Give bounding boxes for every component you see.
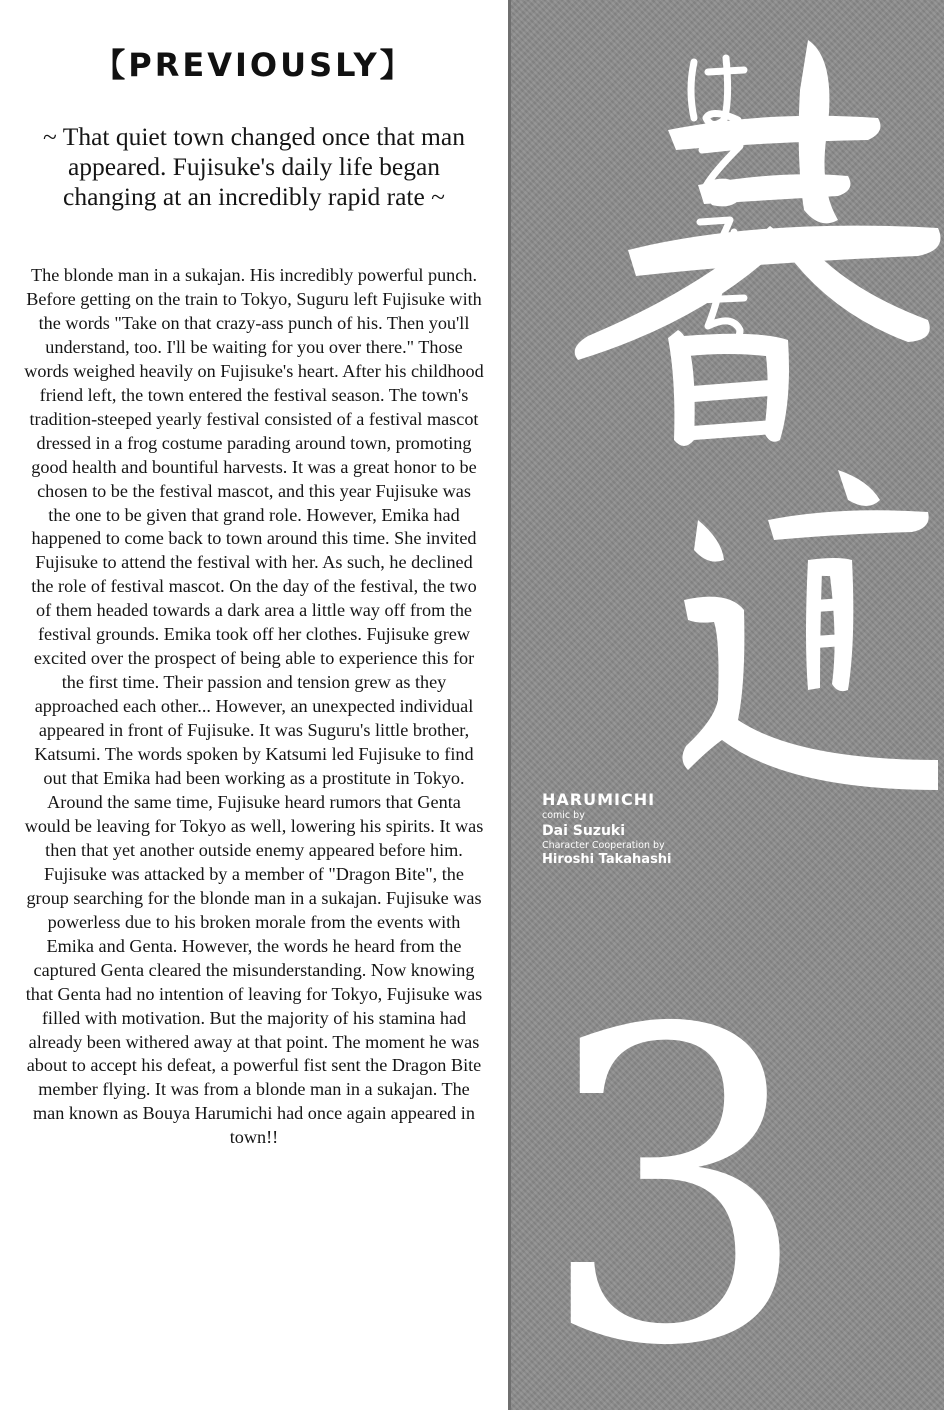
summary-text: The blonde man in a sukajan. His incredibly powerful punch. Before getting on the train to Tokyo, Suguru left Fujisuke with the words "Take on that crazy-ass punch of his. Then you'll understand, too. I'll be waiting for you over there." Those words weighed heavily on Fujisuke's heart. After his childhood friend left, the town entered the festival season. The town's tradition-steeped yearly festival consisted of a festival mascot dressed in a frog costume parading around town, promoting good health and bountiful harvests. It was a great honor to be chosen to be the festival mascot, and this year Fujisuke was the one to be given that grand role. However, Emika had happened to come back to town around this time. She invited Fujisuke to attend the festival with her. As such, he declined the role of festival mascot. On the day of the festival, the two of them headed towards a dark area a little way off from the festival grounds. Emika took off her clothes. Fujisuke grew excited over the prospect of being able to experience this for the first time. Their passion and tension grew as they approached each other... However, an unexpected individual appeared in front of Fujisuke. It was Suguru's little brother, Katsumi. The words spoken by Katsumi led Fujisuke to find out that Emika had been working as a prostitute in Tokyo. Around the same time, Fujisuke heard rumors that Genta would be leaving for Tokyo as well, lowering his spirits. It was then that yet another outside enemy appeared before him. Fujisuke was attacked by a member of "Dragon Bite", the group searching for the blonde man in a sukajan. Fujisuke was powerless due to his broken morale from the events with Emika and Genta. However, the words he heard from the captured Genta cleared the misunderstanding. Now knowing that Genta had no intention of leaving for Tokyo, Fujisuke was filled with motivation. But the majority of his stamina had already been withered away at that point. The moment he was about to accept his defeat, a powerful fist sent the Dragon Bite member flying. It was from a blonde man in a sukajan. The man known as Bouya Harumichi had once again appeared in town!! (24, 265, 484, 1148)
cover-credits (542, 790, 842, 868)
cooperation-label: Character Cooperation by (542, 840, 665, 851)
previously-heading: 【PREVIOUSLY】 (93, 46, 415, 84)
comic-by-label: comic by (542, 810, 585, 821)
cover-panel (508, 0, 944, 1410)
author-name: Dai Suzuki (542, 823, 626, 839)
series-title: HARUMICHI (542, 790, 656, 809)
tagline: ~ That quiet town changed once that man appeared. Fujisuke's daily life began changing at an incredibly rapid rate ~ (43, 122, 465, 211)
cooperator-name: Hiroshi Takahashi (542, 852, 672, 867)
volume-number: 3 (538, 940, 812, 1410)
calligraphy-title-art (508, 0, 944, 800)
